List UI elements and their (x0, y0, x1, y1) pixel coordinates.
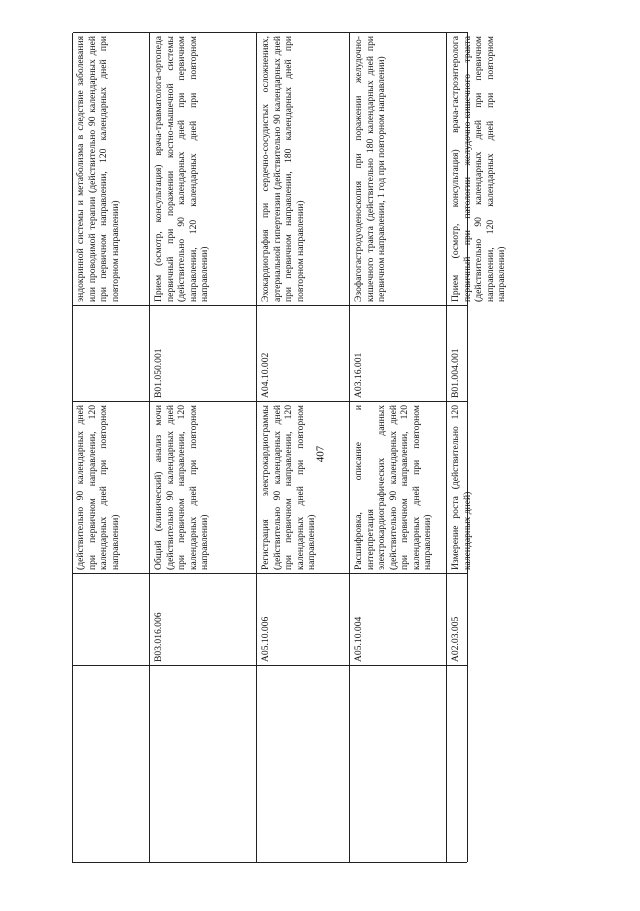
service-description-cell: Регистрация электрокардиограммы (действительно 90 календарных дней при первичном направлении, 120 календарных дней при повторном направлении) (257, 401, 350, 573)
table-cell (150, 665, 257, 862)
service-description-cell: Расшифровка, описание и интерпретация электрокардиографических данных (действительно 90 календарных дней при первичном направлении, 120 календарных дней при повторном направлении) (350, 401, 447, 573)
service-description-cell: Эхокардиография при сердечно-сосудистых осложнениях, артериальной гипертензии (действительно 90 календарных дней при первичном направлении, 180 календарных дней при повторном направлении) (257, 32, 350, 305)
service-code-cell: A05.10.004 (350, 573, 447, 665)
document-table-rotated (72, 33, 507, 863)
service-code-cell: B01.050.001 (150, 305, 257, 401)
service-code-cell: B01.004.001 (447, 305, 468, 401)
table-cell (257, 665, 350, 862)
service-description-cell: Прием (осмотр, консультация) врача-травматолога-ортопеда первичный при поражении костно-мышечной системы (действительно 90 календарных дней при первичном направлении, 120 календарных дней при повторном направлении) (150, 32, 257, 305)
service-description-cell: Измерение роста (действительно 120 календарных дней) (447, 401, 468, 573)
service-code-cell: A02.03.005 (447, 573, 468, 665)
service-code-cell: A04.10.002 (257, 305, 350, 401)
service-description-cell: (действительно 90 календарных дней при первичном направлении, 120 календарных дней при повторном направлении) (73, 401, 150, 573)
service-code-cell (73, 573, 150, 665)
table-cell (350, 665, 447, 862)
services-table (72, 33, 507, 863)
service-code-cell (73, 305, 150, 401)
service-description-cell: Прием (осмотр, консультация) врача-гастроэнтеролога первичный при патологии желудочно-кишечного тракта (действительно 90 календарных дней при первичном направлении, 120 календарных дней при повторном направлении) (447, 32, 468, 305)
service-description-cell: эндокринной системы и метаболизма в следствие заболевания или проводимой терапии (действительно 90 календарных дней при первичном направлении, 120 календарных дней при повторном направлении) (73, 32, 150, 305)
service-code-cell: A05.10.006 (257, 573, 350, 665)
table-cell (447, 665, 468, 862)
service-description-cell: Общий (клинический) анализ мочи (действительно 90 календарных дней при первичном направлении, 120 календарных дней при повторном направлении) (150, 401, 257, 573)
service-code-cell: A03.16.001 (350, 305, 447, 401)
page-number: 407 (314, 445, 327, 463)
service-code-cell: B03.016.006 (150, 573, 257, 665)
service-description-cell: Эзофагогастродуоденоскопия при поражении желудочно-кишечного тракта (действительно 180 календарных дней при первичном направлении, 1 год при повторном направлении) (350, 32, 447, 305)
table-cell (73, 665, 150, 862)
